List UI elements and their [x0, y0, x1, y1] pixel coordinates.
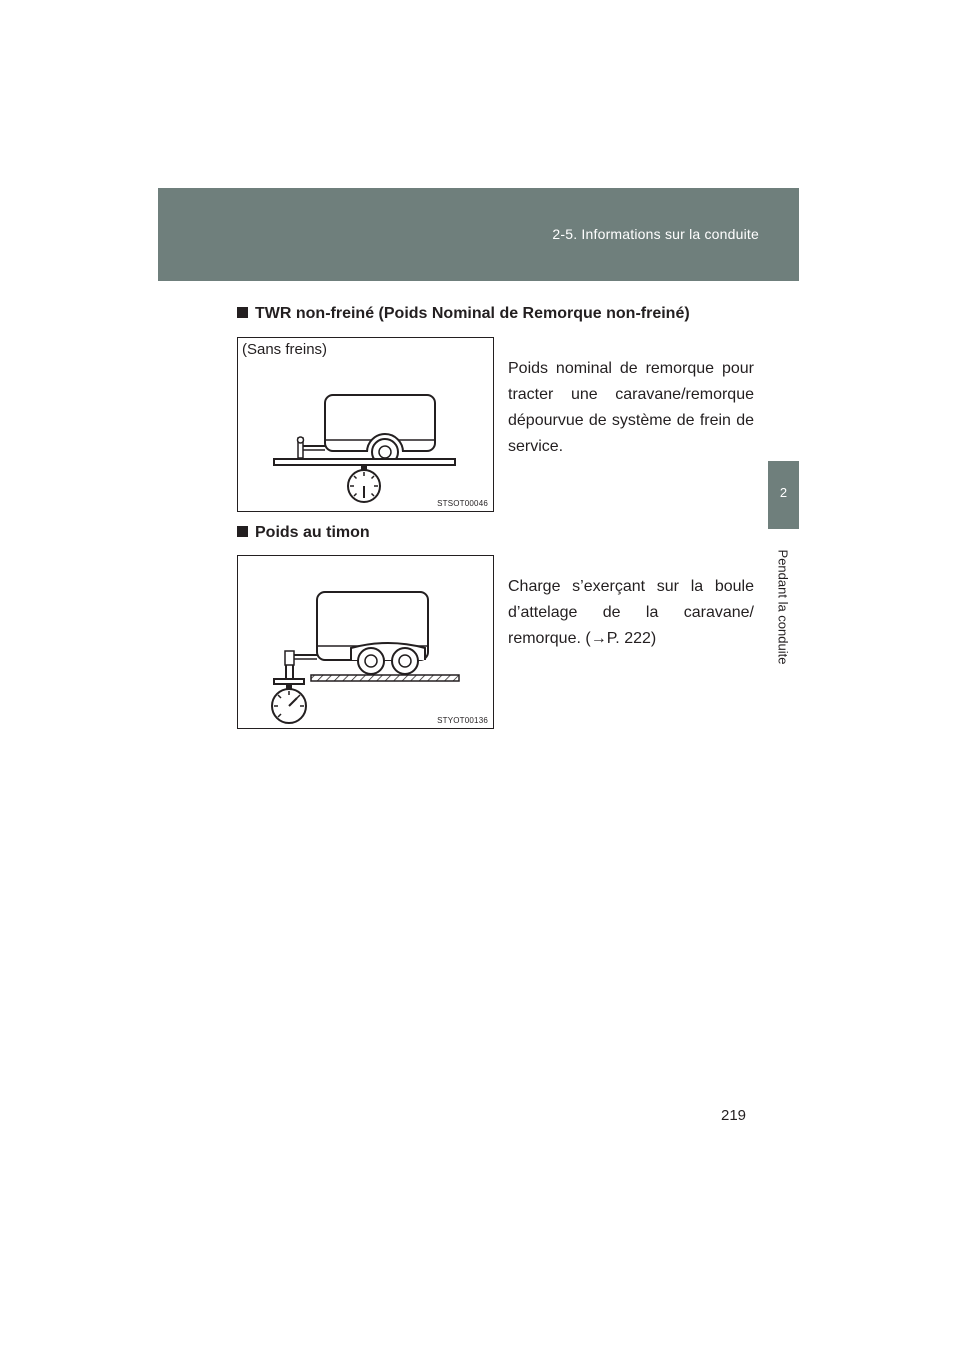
section-title: 2-5. Informations sur la conduite: [552, 226, 759, 242]
header-band: [158, 188, 799, 281]
section-description: Charge s’exerçant sur la boule d’attelage de la caravane/ remorque. (→P. 222): [508, 578, 754, 647]
tongue-weight-illustration: [238, 556, 493, 728]
page-number: 219: [721, 1107, 747, 1124]
section-heading-unbraked: [237, 305, 690, 323]
figure-code: STSOT00046: [437, 499, 488, 508]
section-heading-text: TWR non-freiné (Poids Nominal de Remorque non-freiné): [255, 305, 690, 322]
figure-code: STYOT00136: [437, 716, 488, 725]
square-bullet-icon: [237, 526, 248, 537]
chapter-number: 2: [779, 485, 788, 500]
chapter-label: Pendant la conduite: [775, 549, 791, 665]
trailer-on-scale-illustration: [238, 338, 493, 511]
chapter-tab: [768, 461, 799, 529]
figure-tongue-weight: [237, 555, 494, 729]
figure-unbraked-trailer: [237, 337, 494, 512]
figure-label: (Sans freins): [242, 341, 328, 358]
section-heading-tongue-weight: [237, 524, 370, 542]
square-bullet-icon: [237, 307, 248, 318]
section-description: Poids nominal de remorque pour tracter une caravane/remorque dépourvue de système de frein de service.: [508, 360, 754, 455]
section-heading-text: Poids au timon: [255, 524, 370, 541]
